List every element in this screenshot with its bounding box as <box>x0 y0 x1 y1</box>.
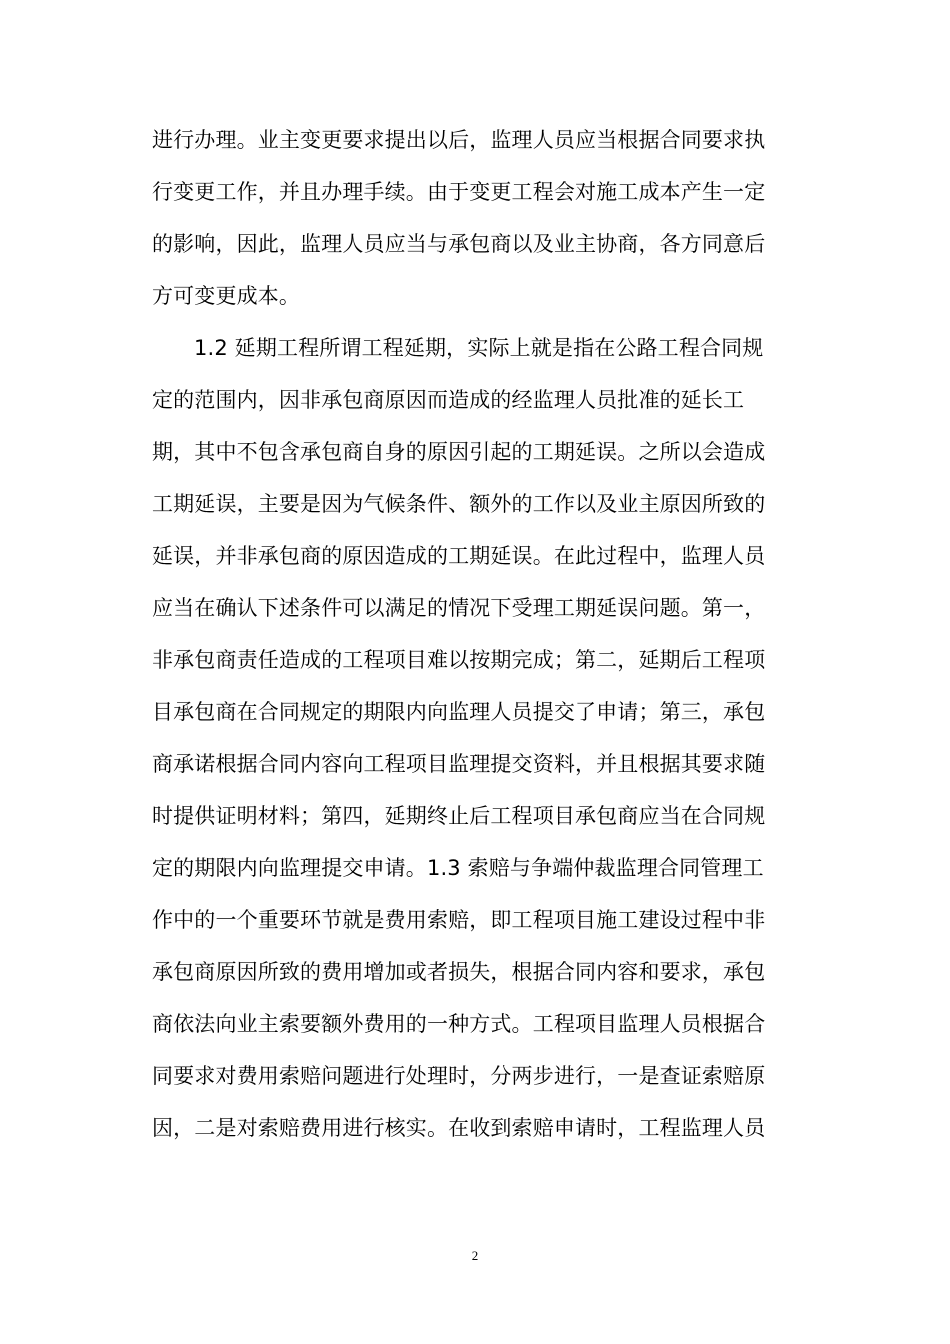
text-line: 行变更工作，并且办理手续。由于变更工程会对施工成本产生一定 <box>152 180 766 204</box>
text-line: 1.2 延期工程所谓工程延期，实际上就是指在公路工程合同规 <box>194 336 764 360</box>
text-line: 承包商原因所致的费用增加或者损失，根据合同内容和要求，承包 <box>152 960 766 984</box>
text-line: 商依法向业主索要额外费用的一种方式。工程项目监理人员根据合 <box>152 1012 766 1036</box>
text-line: 目承包商在合同规定的期限内向监理人员提交了申请；第三，承包 <box>152 700 766 724</box>
body-text <box>152 114 802 1154</box>
page-number: 2 <box>471 1248 479 1263</box>
text-line: 定的期限内向监理提交申请。1.3 索赔与争端仲裁监理合同管理工 <box>152 856 764 880</box>
text-line: 延误，并非承包商的原因造成的工期延误。在此过程中，监理人员 <box>152 544 766 568</box>
text-line: 期，其中不包含承包商自身的原因引起的工期延误。之所以会造成 <box>152 440 766 464</box>
text-line: 的影响，因此，监理人员应当与承包商以及业主协商，各方同意后 <box>152 232 766 256</box>
text-line: 应当在确认下述条件可以满足的情况下受理工期延误问题。第一， <box>152 596 766 620</box>
text-line: 方可变更成本。 <box>152 284 301 308</box>
text-line: 因，二是对索赔费用进行核实。在收到索赔申请时，工程监理人员 <box>152 1116 766 1140</box>
text-line: 非承包商责任造成的工程项目难以按期完成；第二，延期后工程项 <box>152 648 766 672</box>
text-line: 时提供证明材料；第四，延期终止后工程项目承包商应当在合同规 <box>152 804 766 828</box>
text-line: 作中的一个重要环节就是费用索赔，即工程项目施工建设过程中非 <box>152 908 766 932</box>
text-line: 进行办理。业主变更要求提出以后，监理人员应当根据合同要求执 <box>152 128 766 152</box>
text-line: 同要求对费用索赔问题进行处理时，分两步进行，一是查证索赔原 <box>152 1064 766 1088</box>
text-line: 商承诺根据合同内容向工程项目监理提交资料，并且根据其要求随 <box>152 752 766 776</box>
text-line: 工期延误，主要是因为气候条件、额外的工作以及业主原因所致的 <box>152 492 766 516</box>
text-line: 定的范围内，因非承包商原因而造成的经监理人员批准的延长工 <box>152 388 745 412</box>
